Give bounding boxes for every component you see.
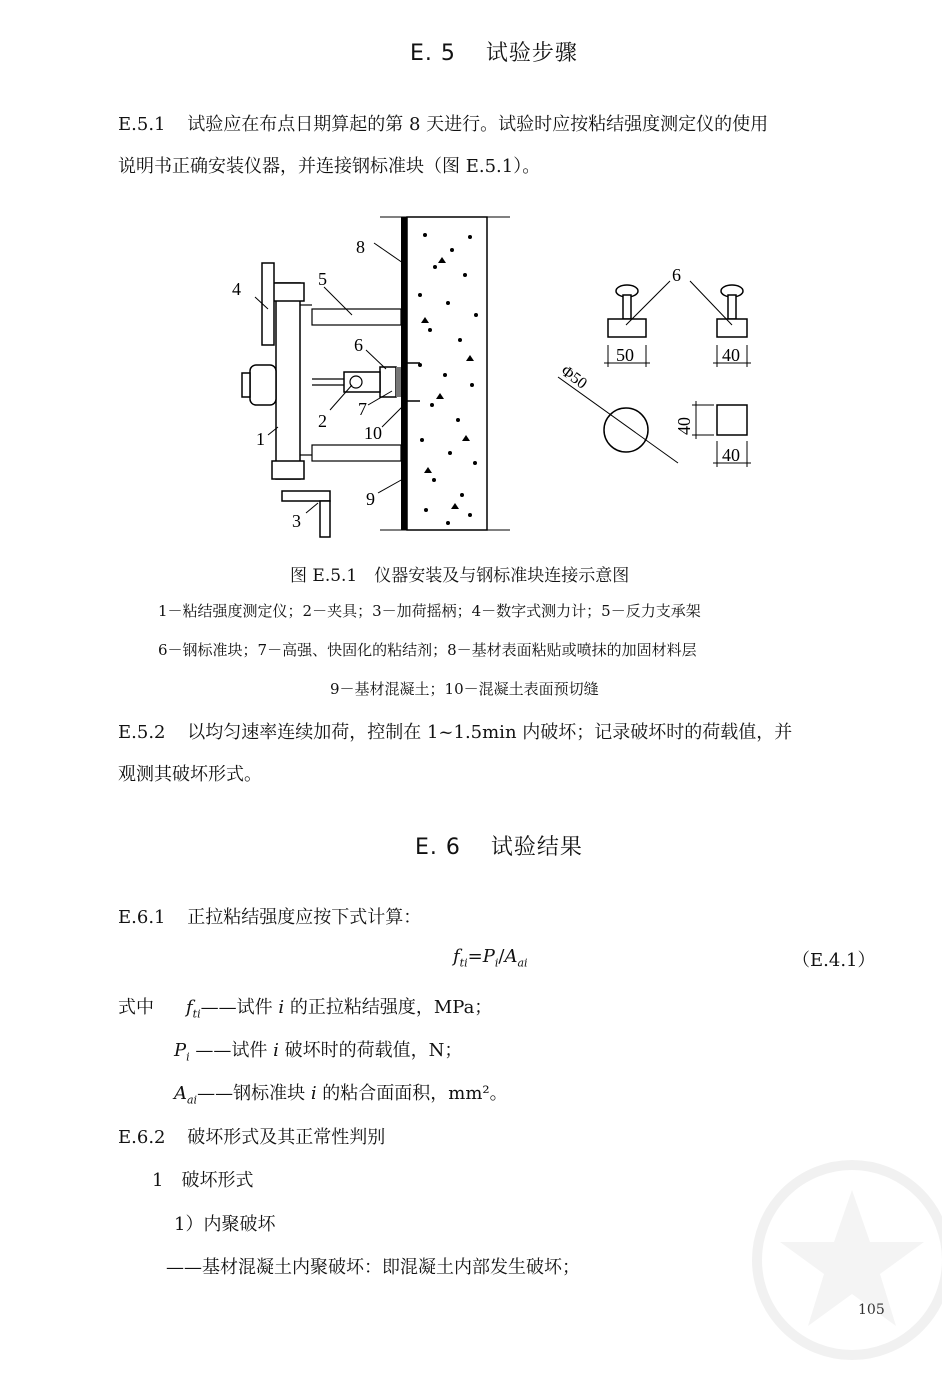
label-6: 6 <box>354 335 363 355</box>
digital-force-meter <box>262 263 274 345</box>
definition-where: 式中 <box>118 997 154 1018</box>
section-title: 试验步骤 <box>485 41 578 66</box>
item-failure-mode: 1 破坏形式 <box>152 1170 254 1191</box>
clause-text: 试验应在布点日期算起的第 8 天进行。试验时应按粘结强度测定仪的使用 <box>187 114 769 135</box>
clause-text: 破坏形式及其正常性判别 <box>187 1127 386 1148</box>
section-number: E. 6 <box>415 835 461 860</box>
clause-text: 以均匀速率连续加荷，控制在 1~1.5min 内破坏；记录破坏时的荷载值，并 <box>187 722 793 743</box>
figure-caption: 图 E.5.1 仪器安装及与钢标准块连接示意图 <box>290 566 630 586</box>
clause-text: 正拉粘结强度应按下式计算： <box>187 907 422 928</box>
square-block-plan <box>717 405 747 435</box>
steel-block-square <box>717 285 747 337</box>
dim-40-top: 40 <box>722 345 740 365</box>
reinforcement-layer <box>401 217 407 530</box>
figure-legend-line1: 1－粘结强度测定仪；2－夹具；3－加荷摇柄；4－数字式测力计；5－反力支承架 <box>158 602 701 620</box>
watermark-seal <box>742 1150 942 1370</box>
dim-50: 50 <box>616 345 634 365</box>
label-3: 3 <box>292 511 301 531</box>
clause-number: E.5.1 <box>118 114 166 135</box>
loading-crank <box>282 491 330 501</box>
tester-knob <box>250 365 276 405</box>
figure-legend-line2: 6－钢标准块；7－高强、快固化的粘结剂；8－基材表面粘贴或喷抹的加固材料层 <box>158 641 697 659</box>
section-e5-heading <box>410 36 578 67</box>
item-cohesive-failure: 1）内聚破坏 <box>174 1214 276 1235</box>
label-8: 8 <box>356 237 365 257</box>
section-title: 试验结果 <box>490 835 583 860</box>
concrete-substrate <box>407 217 487 530</box>
steel-block <box>380 367 396 397</box>
label-6-blocks: 6 <box>672 265 681 285</box>
clause-number: E.6.2 <box>118 1127 166 1148</box>
clause-e62 <box>118 1123 385 1149</box>
formula-e41: $f_{ti}=P_i/A_{ai}$ <box>453 946 528 970</box>
label-7: 7 <box>358 399 367 419</box>
clause-e51-line1 <box>118 110 768 136</box>
definition-pi: $P_i$ ——试件 i 破坏时的荷载值，N； <box>174 1040 463 1064</box>
dim-40-bottom: 40 <box>722 445 740 465</box>
clause-e52-line1 <box>118 718 792 744</box>
definition-fti: $f_{ti}——$试件 i 的正拉粘结强度，MPa； <box>186 997 493 1021</box>
definition-aai: $A_{ai}——$钢标准块 i 的粘合面面积，mm²。 <box>174 1083 508 1107</box>
item-substrate-cohesive: ——基材混凝土内聚破坏：即混凝土内部发生破坏； <box>166 1257 580 1278</box>
label-5: 5 <box>318 269 327 289</box>
label-1: 1 <box>256 429 265 449</box>
section-e6-heading <box>415 830 583 861</box>
clause-number: E.5.2 <box>118 722 166 743</box>
label-9: 9 <box>366 489 375 509</box>
clause-number: E.6.1 <box>118 907 166 928</box>
figure-legend-line3: 9－基材混凝土；10－混凝土表面预切缝 <box>330 680 599 698</box>
equation-number: （E.4.1） <box>792 950 876 971</box>
label-4: 4 <box>232 279 241 299</box>
bond-strength-tester <box>276 283 300 479</box>
dim-phi50: Φ50 <box>557 362 591 393</box>
page-number: 105 <box>858 1302 885 1318</box>
clause-e61 <box>118 903 421 929</box>
dim-40-vertical: 40 <box>674 417 694 435</box>
section-number: E. 5 <box>410 41 456 66</box>
clause-e51-line2: 说明书正确安装仪器，并连接钢标准块（图 E.5.1）。 <box>118 156 541 177</box>
label-2: 2 <box>318 411 327 431</box>
figure-e51-diagram <box>220 205 780 550</box>
clause-e52-line2: 观测其破坏形式。 <box>118 764 262 785</box>
label-10: 10 <box>364 423 382 443</box>
adhesive-layer <box>396 367 401 397</box>
